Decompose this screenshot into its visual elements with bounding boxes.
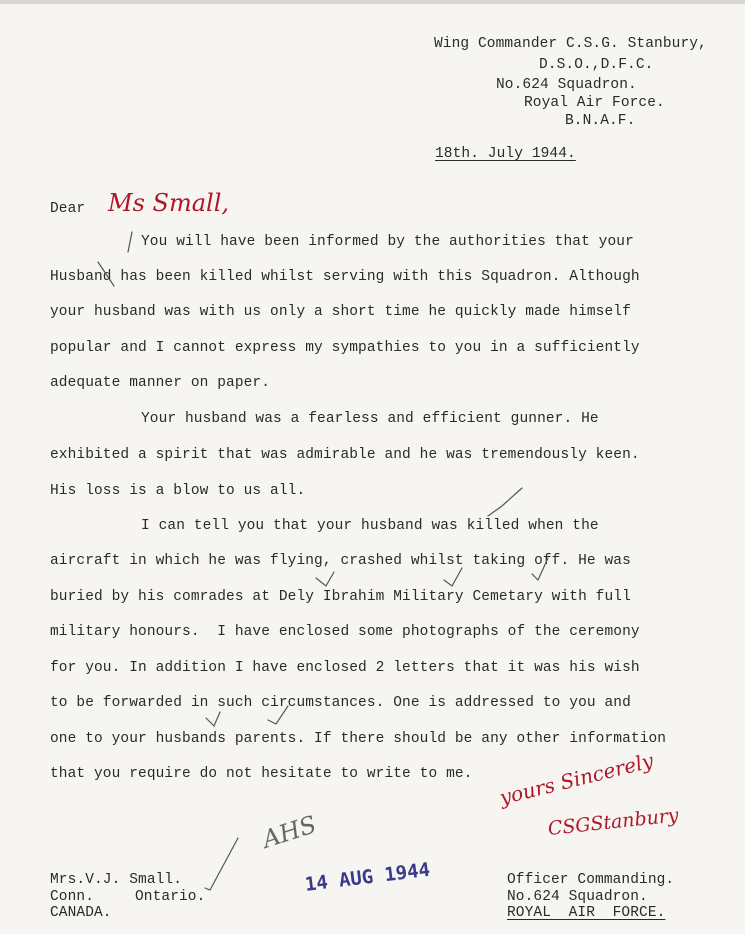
tick-mark: [128, 232, 132, 252]
tick-mark: [488, 488, 522, 516]
body-line: adequate manner on paper.: [50, 375, 271, 391]
pencil-initials: AHS: [259, 810, 320, 854]
tick-mark: [316, 572, 334, 586]
body-line: exhibited a spirit that was admirable and he was tremendously keen.: [50, 447, 640, 463]
signoff-squadron: No.624 Squadron.: [507, 889, 648, 905]
body-line: to be forwarded in such circumstances. One is addressed to you and: [50, 695, 631, 711]
body-line: popular and I cannot express my sympathies to you in a sufficiently: [50, 340, 640, 356]
addressee-province: Ontario.: [135, 889, 206, 905]
body-line: His loss is a blow to us all.: [50, 483, 306, 499]
body-line: for you. In addition I have enclosed 2 letters that it was his wish: [50, 660, 640, 676]
body-line: one to your husbands parents. If there should be any other information: [50, 731, 667, 747]
header-squadron: No.624 Squadron.: [496, 77, 637, 93]
signoff-title: Officer Commanding.: [507, 872, 675, 888]
letter-date: 18th. July 1944.: [435, 146, 576, 162]
tick-mark: [268, 706, 288, 724]
tick-mark: [206, 712, 220, 726]
header-rank-name: Wing Commander C.S.G. Stanbury,: [434, 36, 707, 52]
tick-mark: [205, 838, 238, 890]
body-line: buried by his comrades at Dely Ibrahim Military Cemetary with full: [50, 589, 631, 605]
handwritten-closing: yours Sincerely: [497, 748, 656, 810]
signoff-force: ROYAL AIR FORCE.: [507, 905, 666, 921]
body-line: aircraft in which he was flying, crashed whilst taking off. He was: [50, 553, 631, 569]
body-line: military honours. I have enclosed some photographs of the ceremony: [50, 624, 640, 640]
tick-mark: [98, 262, 114, 286]
body-line: I can tell you that your husband was killed when the: [141, 518, 599, 534]
salutation-dear: Dear: [50, 201, 86, 217]
body-line: your husband was with us only a short time he quickly made himself: [50, 304, 631, 320]
handwritten-signature: CSGStanbury: [546, 804, 680, 840]
received-date-stamp: 14 AUG 1944: [303, 858, 432, 896]
addressee-name: Mrs.V.J. Small.: [50, 872, 183, 888]
tick-mark: [444, 568, 462, 586]
body-line: Your husband was a fearless and efficient gunner. He: [141, 411, 599, 427]
addressee-town: Conn.: [50, 889, 95, 905]
tick-mark: [532, 558, 548, 580]
header-decorations: D.S.O.,D.F.C.: [539, 57, 654, 73]
body-line: Husband has been killed whilst serving with this Squadron. Although: [50, 269, 640, 285]
body-line: You will have been informed by the authorities that your: [141, 234, 634, 250]
addressee-country: CANADA.: [50, 905, 112, 921]
header-location: B.N.A.F.: [565, 113, 636, 129]
header-air-force: Royal Air Force.: [524, 95, 665, 111]
salutation-handwritten-name: Ms Small,: [108, 189, 230, 217]
body-line: that you require do not hesitate to write to me.: [50, 766, 473, 782]
